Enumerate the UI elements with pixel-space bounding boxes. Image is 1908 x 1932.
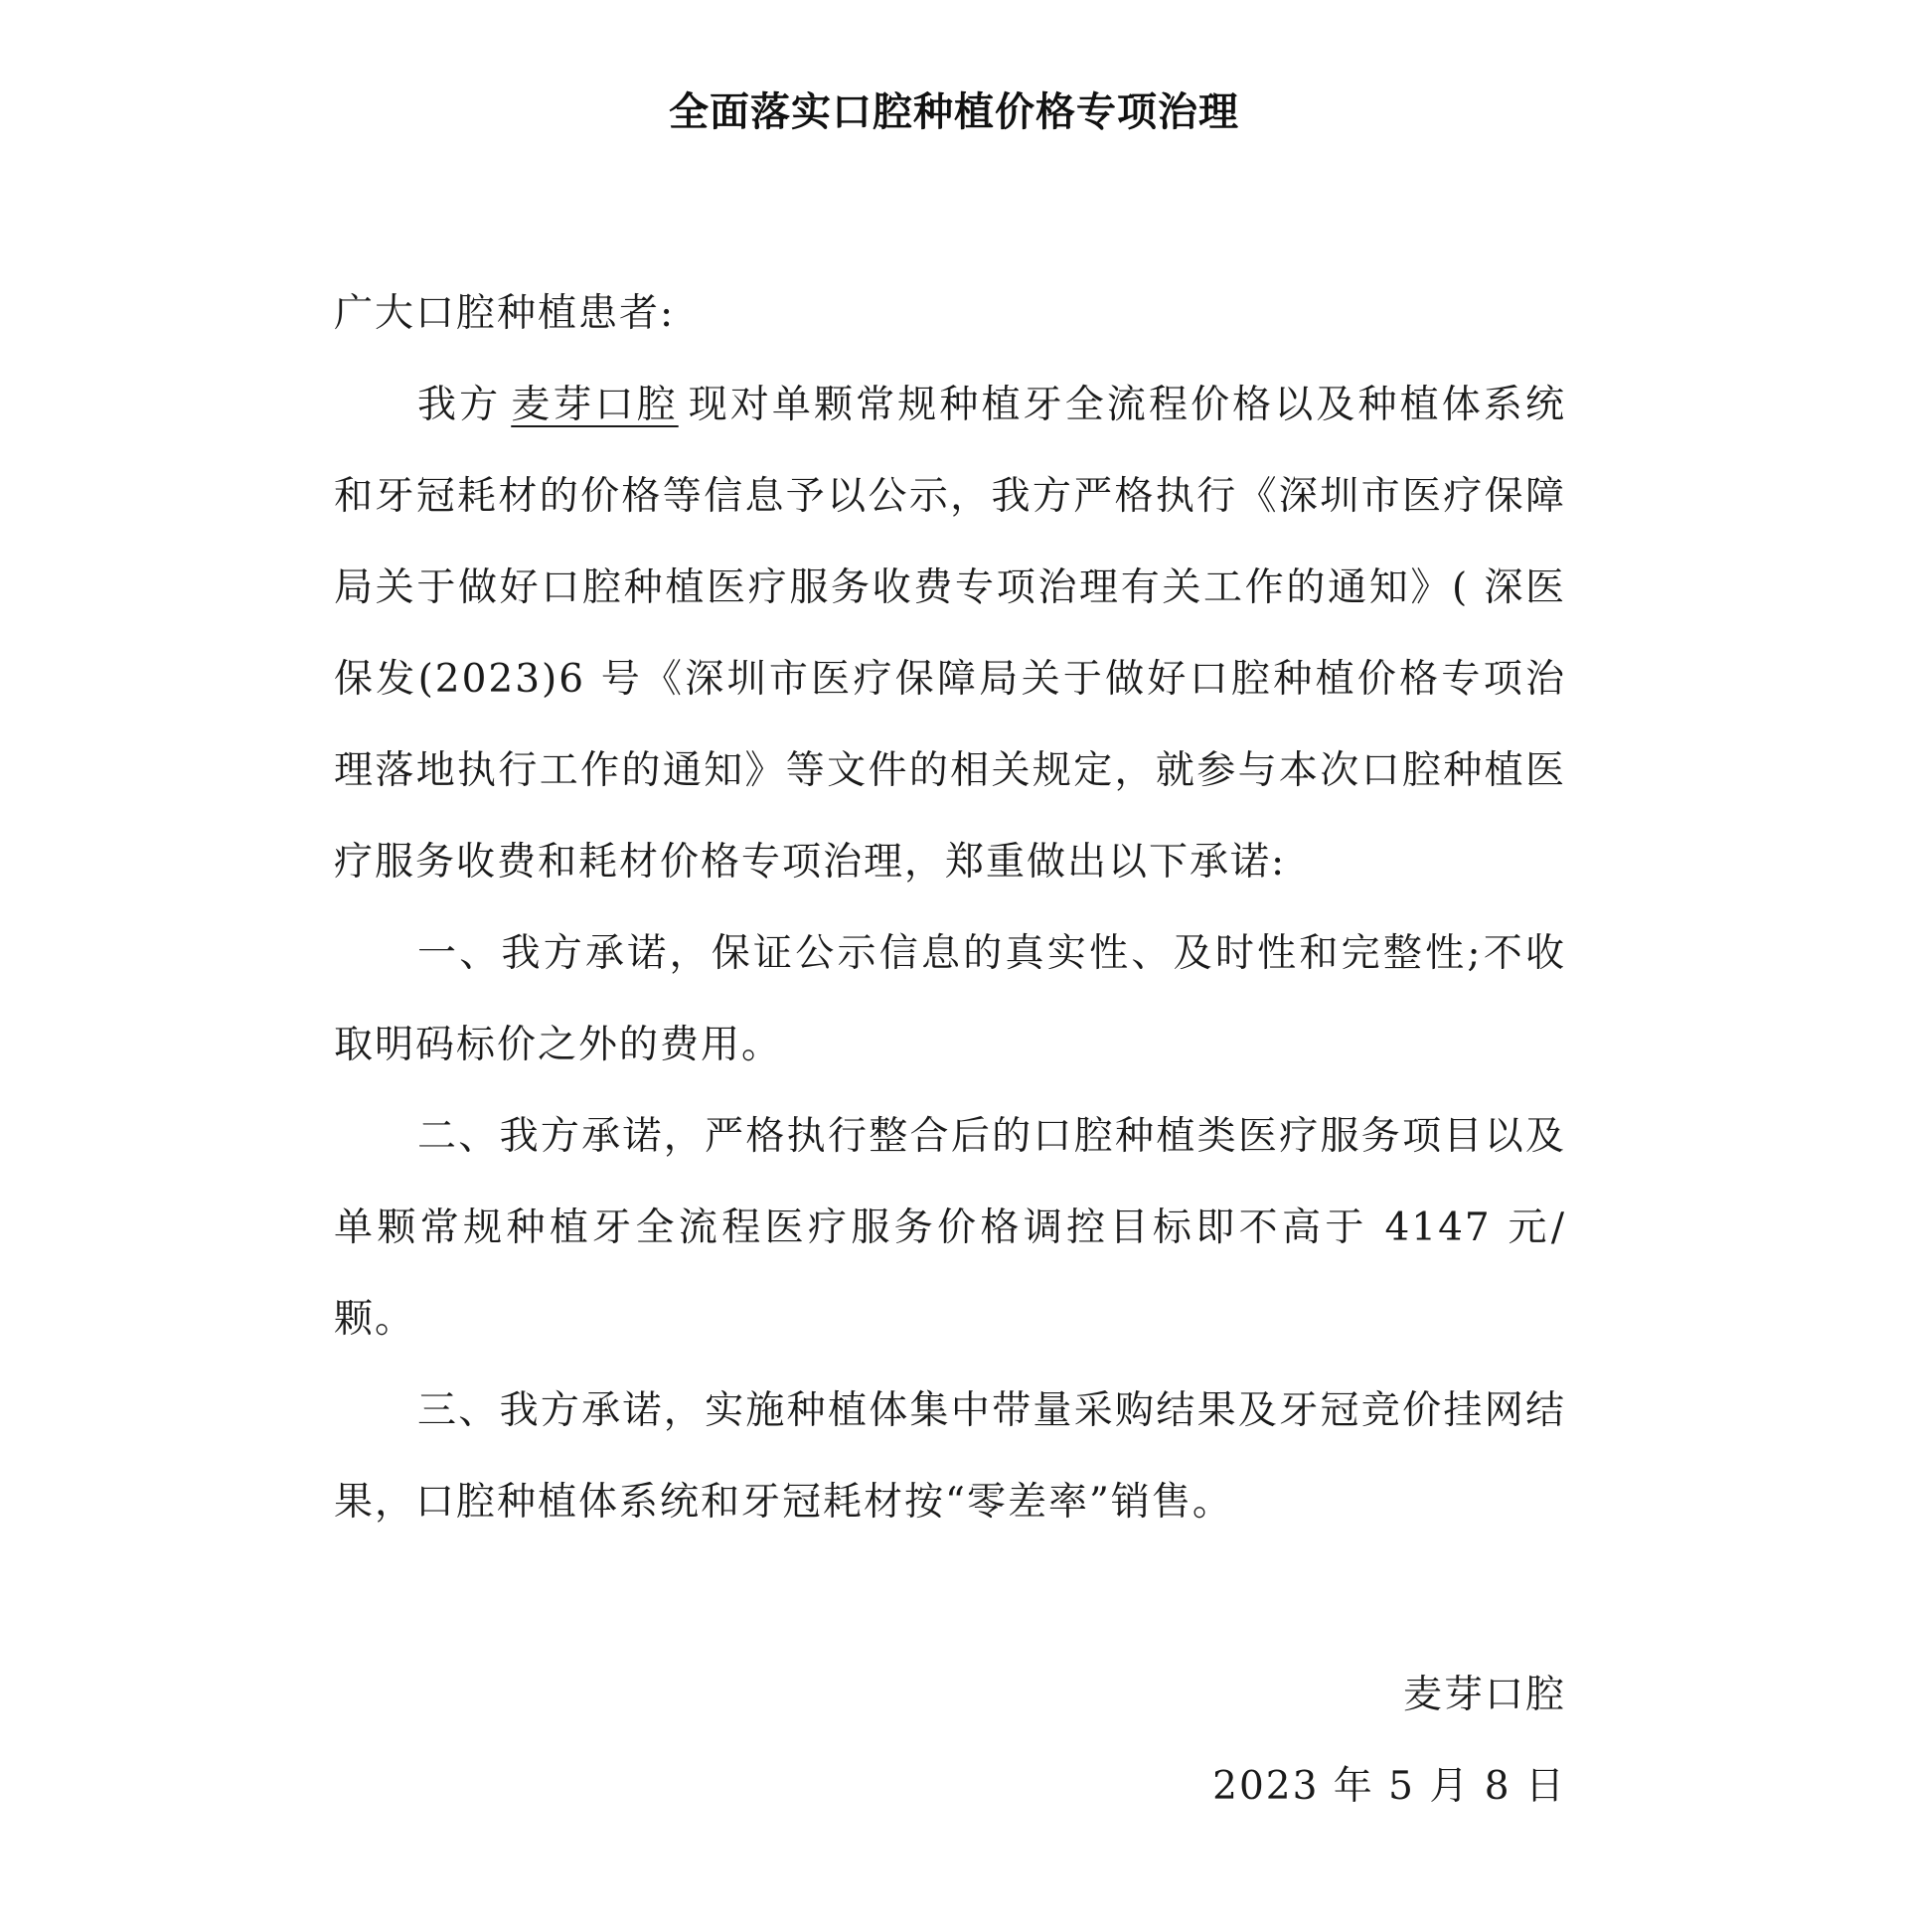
document-title: 全面落实口腔种植价格专项治理 [669, 89, 1239, 135]
commitment-3: 三、我方承诺，实施种植体集中带量采购结果及牙冠竞价挂网结果，口腔种植体系统和牙冠耗材按“零差率”销售。 [334, 1388, 1566, 1525]
signature-date: 2023 年 5 月 8 日 [1212, 1764, 1566, 1809]
document-body [334, 268, 1566, 1548]
intro-text: 现对单颗常规种植牙全流程价格以及种植体系统和牙冠耗材的价格等信息予以公示，我方严格执行《深圳市医疗保障局关于做好口腔种植医疗服务收费专项治理有关工作的通知》( 深医保发(2023)6 号《深圳市医疗保障局关于做好口腔种植价格专项治理落地执行工作的通知》等文件的相关规定，就参与本次口腔种植医疗服务收费和耗材价格专项治理，郑重做出以下承诺: [334, 383, 1566, 885]
commitment-2: 二、我方承诺，严格执行整合后的口腔种植类医疗服务项目以及单颗常规种植牙全流程医疗服务价格调控目标即不高于 4147 元/颗。 [334, 1114, 1566, 1342]
salutation: 广大口腔种植患者: [334, 291, 676, 336]
signature-organization: 麦芽口腔 [1402, 1673, 1566, 1717]
commitment-1: 一、我方承诺，保证公示信息的真实性、及时性和完整性;不收取明码标价之外的费用。 [334, 931, 1566, 1067]
signature-block [1212, 1650, 1566, 1833]
intro-paragraph [334, 360, 1566, 908]
intro-prefix: 我方 [417, 383, 502, 427]
organization-name-underlined: 麦芽口腔 [511, 383, 679, 427]
